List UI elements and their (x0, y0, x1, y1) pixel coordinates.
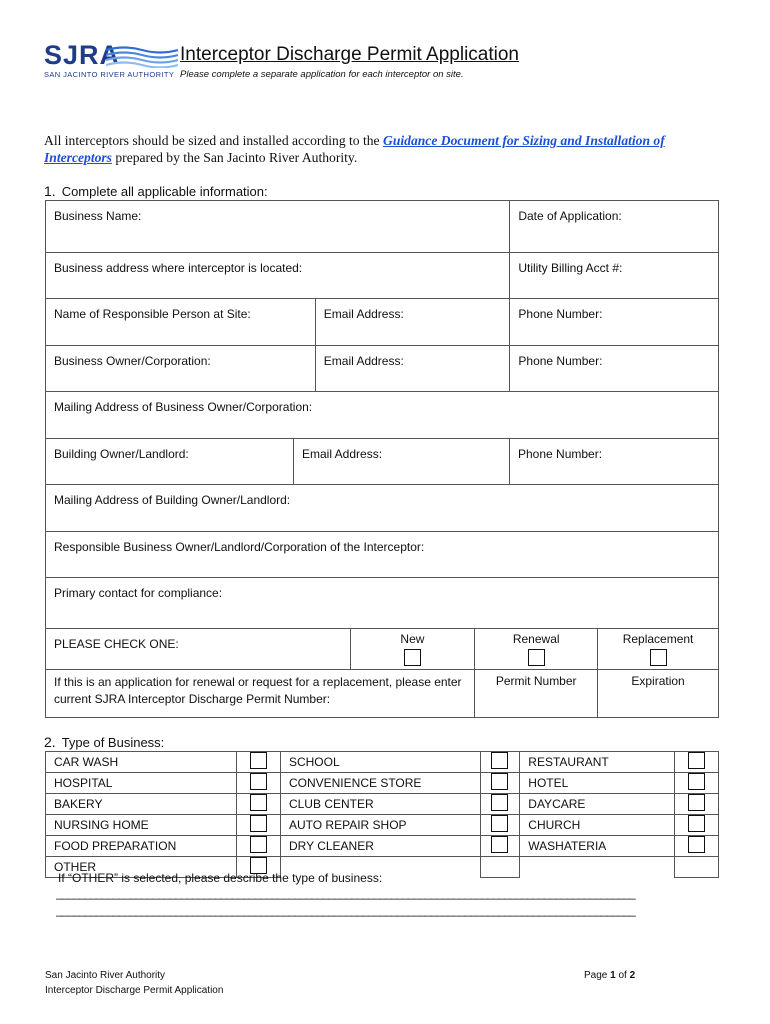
other-description-line-1[interactable]: ______________________________________________________________________________________________________ (56, 886, 635, 900)
option-new-label: New (400, 632, 425, 646)
renewal-checkbox[interactable] (528, 649, 545, 666)
email-field-3[interactable]: Email Address: (294, 439, 510, 485)
section-1-heading (44, 183, 268, 199)
section-1-title: Complete all applicable information: (61, 184, 268, 199)
type-label: BAKERY (46, 794, 237, 815)
section-2-heading (44, 734, 164, 750)
other-prompt: If “OTHER” is selected, please describe the type of business: (58, 871, 383, 885)
building-owner-field[interactable]: Building Owner/Landlord: (46, 439, 294, 485)
expiration-field[interactable] (598, 670, 719, 718)
page-current: 1 (610, 970, 616, 981)
type-checkbox[interactable] (491, 815, 508, 832)
mailing-address-landlord-field[interactable]: Mailing Address of Building Owner/Landlord: (46, 485, 719, 532)
replacement-checkbox[interactable] (650, 649, 667, 666)
type-checkbox[interactable] (250, 794, 267, 811)
type-label: FOOD PREPARATION (46, 836, 237, 857)
phone-field-3[interactable]: Phone Number: (510, 439, 719, 485)
type-checkbox[interactable] (688, 794, 705, 811)
option-new[interactable] (350, 629, 475, 670)
type-checkbox[interactable] (688, 836, 705, 853)
sjra-logo (44, 40, 175, 82)
type-label-other: OTHER (46, 857, 237, 878)
primary-contact-field[interactable]: Primary contact for compliance: (46, 578, 719, 629)
option-replacement-label: Replacement (622, 632, 694, 646)
type-label: CLUB CENTER (280, 794, 480, 815)
type-label: NURSING HOME (46, 815, 237, 836)
responsible-person-field[interactable]: Name of Responsible Person at Site: (46, 299, 316, 346)
business-address-field[interactable]: Business address where interceptor is located: (46, 253, 510, 299)
utility-billing-field[interactable]: Utility Billing Acct #: (510, 253, 719, 299)
guidance-document-link[interactable]: Guidance Document for Sizing and Installation of Interceptors (44, 133, 665, 165)
logo-text: SJRA (44, 40, 121, 70)
renewal-note: If this is an application for renewal or request for a replacement, please enter current SJRA Interceptor Discharge Permit Number: (46, 670, 475, 718)
business-owner-field[interactable]: Business Owner/Corporation: (46, 346, 316, 392)
type-label: CONVENIENCE STORE (280, 773, 480, 794)
phone-field-2[interactable]: Phone Number: (510, 346, 719, 392)
type-label: DRY CLEANER (280, 836, 480, 857)
page-title: Interceptor Discharge Permit Application (180, 44, 519, 65)
info-table (45, 200, 719, 299)
footer-doc: Interceptor Discharge Permit Application (45, 985, 224, 996)
logo-subtext: SAN JACINTO RIVER AUTHORITY (44, 70, 175, 79)
option-renewal-label: Renewal (512, 632, 560, 646)
contact-table-2 (45, 438, 719, 629)
type-label: HOSPITAL (46, 773, 237, 794)
type-checkbox[interactable] (250, 836, 267, 853)
new-checkbox[interactable] (404, 649, 421, 666)
responsible-interceptor-field[interactable]: Responsible Business Owner/Landlord/Corporation of the Interceptor: (46, 532, 719, 578)
type-checkbox[interactable] (491, 752, 508, 769)
footer-org: San Jacinto River Authority (45, 970, 166, 981)
intro-text-after: prepared by the San Jacinto River Authority. (111, 150, 358, 165)
business-name-field[interactable]: Business Name: (46, 201, 510, 253)
page-number: Page 1 of 2 (584, 970, 636, 981)
date-of-application-field[interactable]: Date of Application: (510, 201, 719, 253)
page-subtitle: Please complete a separate application for each interceptor on site. (180, 69, 464, 80)
type-label: CAR WASH (46, 752, 237, 773)
phone-field-1[interactable]: Phone Number: (510, 299, 719, 346)
permit-number-field[interactable] (475, 670, 598, 718)
section-2-title: Type of Business: (61, 735, 165, 750)
intro-text-before: All interceptors should be sized and installed according to the (44, 133, 383, 148)
intro-paragraph (44, 132, 724, 166)
section-1-number: 1. (44, 183, 56, 199)
mailing-address-owner-field[interactable]: Mailing Address of Business Owner/Corporation: (46, 392, 719, 439)
type-checkbox[interactable] (688, 815, 705, 832)
email-field-2[interactable]: Email Address: (315, 346, 510, 392)
type-label: AUTO REPAIR SHOP (280, 815, 480, 836)
type-checkbox[interactable] (688, 773, 705, 790)
option-renewal[interactable] (475, 629, 598, 670)
type-label: WASHATERIA (520, 836, 675, 857)
type-checkbox[interactable] (491, 794, 508, 811)
type-label: HOTEL (520, 773, 675, 794)
permit-type-table (45, 628, 719, 718)
type-label: SCHOOL (280, 752, 480, 773)
check-one-label: PLEASE CHECK ONE: (46, 629, 351, 670)
type-label: RESTAURANT (520, 752, 675, 773)
type-checkbox[interactable] (491, 773, 508, 790)
option-replacement[interactable] (598, 629, 719, 670)
type-label: DAYCARE (520, 794, 675, 815)
email-field-1[interactable]: Email Address: (315, 299, 510, 346)
other-description-line-2[interactable]: ______________________________________________________________________________________________________ (56, 903, 635, 917)
type-checkbox[interactable] (491, 836, 508, 853)
business-type-table (45, 751, 719, 878)
page-total: 2 (629, 970, 636, 981)
type-checkbox[interactable] (250, 773, 267, 790)
type-label: CHURCH (520, 815, 675, 836)
type-checkbox[interactable] (250, 815, 267, 832)
permit-number-label: Permit Number (495, 674, 577, 688)
expiration-label: Expiration (631, 674, 685, 688)
contact-table-1 (45, 298, 719, 439)
type-checkbox[interactable] (250, 752, 267, 769)
section-2-number: 2. (44, 734, 56, 750)
type-checkbox[interactable] (688, 752, 705, 769)
logo-waves-icon (106, 44, 178, 68)
